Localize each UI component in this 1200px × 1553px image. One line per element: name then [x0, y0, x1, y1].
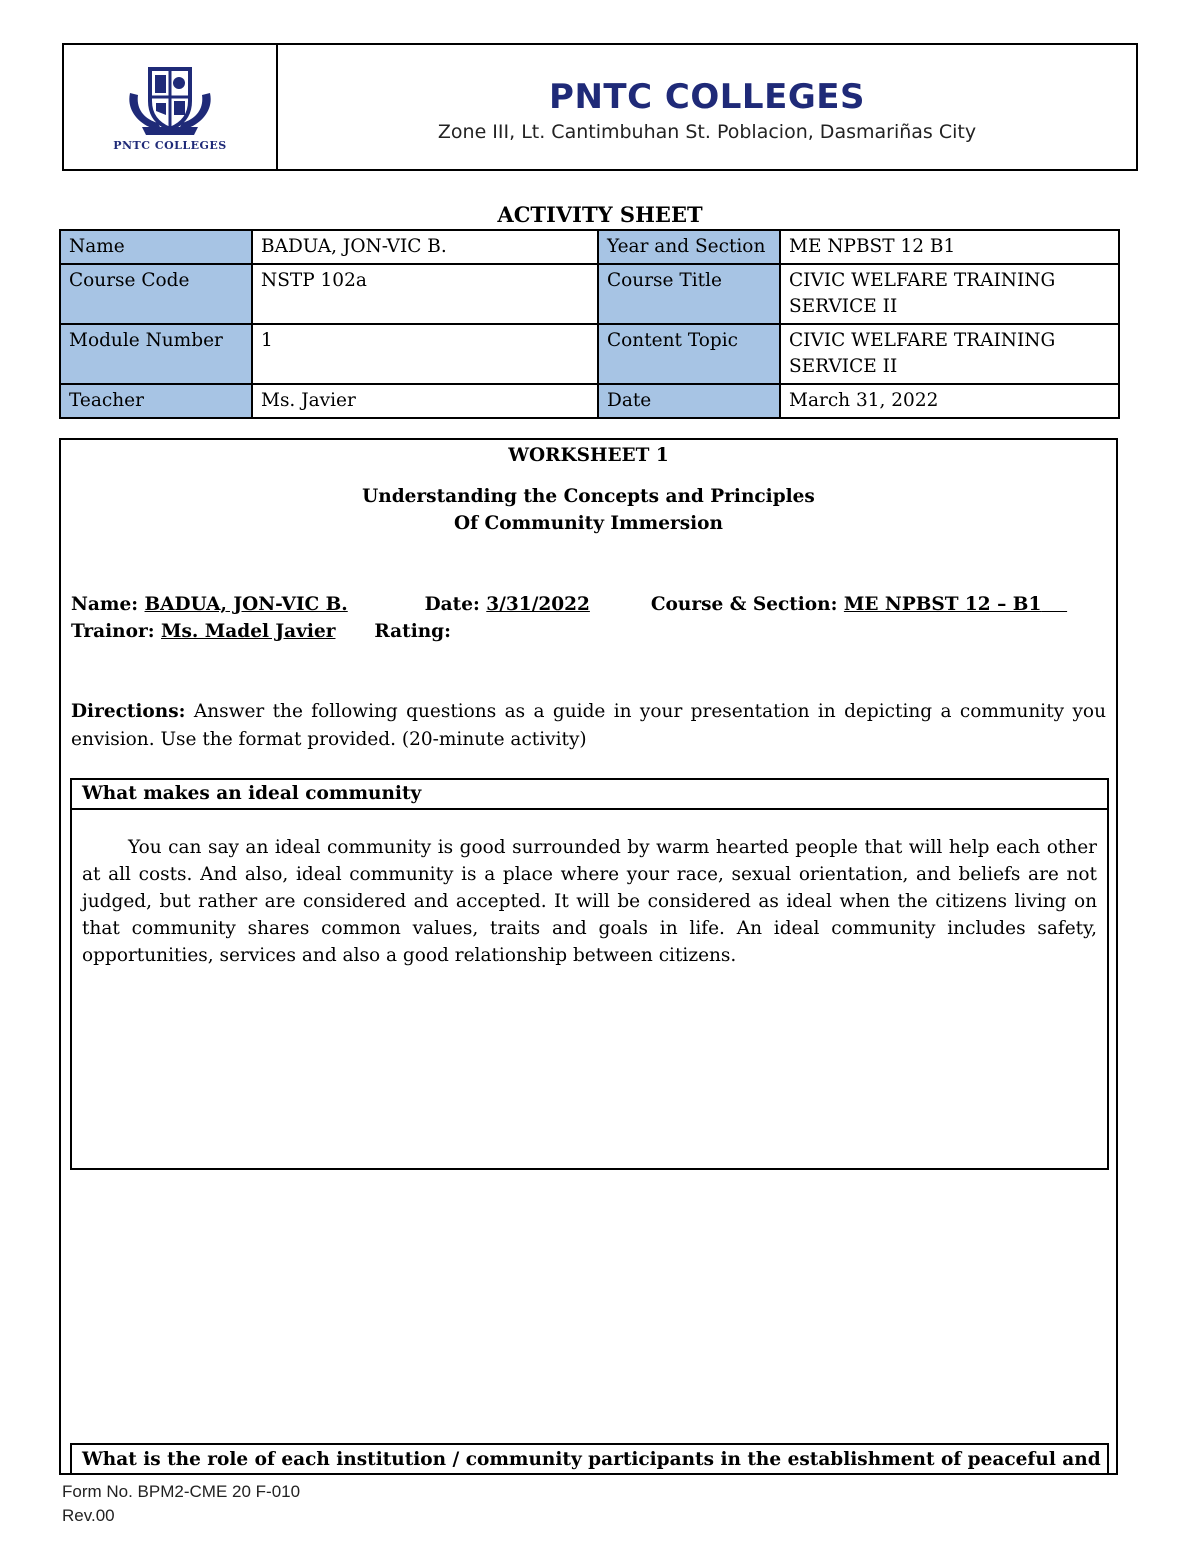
- directions-label: Directions:: [71, 701, 186, 722]
- ws-trainor-label: Trainor:: [71, 621, 155, 642]
- teacher-value: Ms. Javier: [252, 384, 598, 418]
- module-number-value: 1: [252, 324, 598, 384]
- table-row: [60, 264, 1119, 324]
- table-row: [60, 230, 1119, 264]
- table-row: [60, 324, 1119, 384]
- question-1-answer: You can say an ideal community is good surrounded by warm hearted people that will help each other at all costs. And also, ideal community is a place where your race, sexual orientation, and beliefs are not judged, but rather are considered and accepted. It will be considered as ideal when the citizens living on that community shares common values, traits and goals in life. An ideal community includes safety, opportunities, services and also a good relationship between citizens.: [82, 837, 1097, 966]
- teacher-label: Teacher: [60, 384, 252, 418]
- content-topic-value: CIVIC WELFARE TRAINING SERVICE II: [780, 324, 1119, 384]
- worksheet-box: [59, 438, 1118, 1475]
- course-code-label: Course Code: [60, 264, 252, 324]
- worksheet-title: WORKSHEET 1: [508, 445, 669, 466]
- year-section-label: Year and Section: [598, 230, 780, 264]
- worksheet-subtitle-line-1: Understanding the Concepts and Principles: [362, 486, 815, 507]
- ws-course-value: [844, 594, 1067, 615]
- school-crest-icon: [122, 63, 218, 137]
- module-number-label: Module Number: [60, 324, 252, 384]
- question-2-heading: What is the role of each institution / community participants in the establishment of peaceful and: [70, 1443, 1109, 1475]
- ws-course-label: Course & Section:: [650, 594, 838, 615]
- table-row: [60, 384, 1119, 418]
- title-cell: [278, 45, 1136, 169]
- directions-text: Answer the following questions as a guide in your presentation in depicting a community you envision. Use the format provided. (20-minute activity): [71, 701, 1106, 750]
- logo-cell: [64, 45, 278, 169]
- ws-name-label: Name:: [71, 594, 139, 615]
- course-title-value: CIVIC WELFARE TRAINING SERVICE II: [780, 264, 1119, 324]
- directions: [71, 698, 1106, 754]
- form-footer: [62, 1480, 300, 1528]
- name-label: Name: [60, 230, 252, 264]
- worksheet-subtitle-line-2: Of Community Immersion: [454, 513, 723, 534]
- year-section-value: ME NPBST 12 B1: [780, 230, 1119, 264]
- student-info-table: [59, 229, 1120, 419]
- content-topic-label: Content Topic: [598, 324, 780, 384]
- trainor-meta-line: [71, 621, 451, 642]
- ws-trainor-value: Ms. Madel Javier: [161, 621, 336, 642]
- revision: Rev.00: [62, 1506, 115, 1525]
- question-1-heading: What makes an ideal community: [72, 780, 1107, 810]
- ws-course-text: ME NPBST 12 – B1: [843, 594, 1042, 615]
- date-label: Date: [598, 384, 780, 418]
- ws-date-label: Date:: [424, 594, 480, 615]
- logo-caption: PNTC COLLEGES: [113, 138, 227, 152]
- ws-date-value: 3/31/2022: [486, 594, 590, 615]
- course-code-value: NSTP 102a: [252, 264, 598, 324]
- date-value: March 31, 2022: [780, 384, 1119, 418]
- activity-sheet-title: ACTIVITY SHEET: [497, 202, 703, 227]
- school-address: Zone III, Lt. Cantimbuhan St. Poblacion, Dasmariñas City: [437, 121, 977, 143]
- school-header: [62, 43, 1138, 171]
- student-meta-line: [71, 594, 1067, 615]
- question-1-box: [70, 778, 1109, 1170]
- ws-rating-label: Rating:: [374, 621, 451, 642]
- worksheet-subtitle: [61, 483, 1116, 537]
- name-value: BADUA, JON-VIC B.: [252, 230, 598, 264]
- course-title-label: Course Title: [598, 264, 780, 324]
- school-name: PNTC COLLEGES: [549, 77, 865, 117]
- ws-name-value: BADUA, JON-VIC B.: [144, 594, 348, 615]
- form-number: Form No. BPM2-CME 20 F-010: [62, 1482, 301, 1501]
